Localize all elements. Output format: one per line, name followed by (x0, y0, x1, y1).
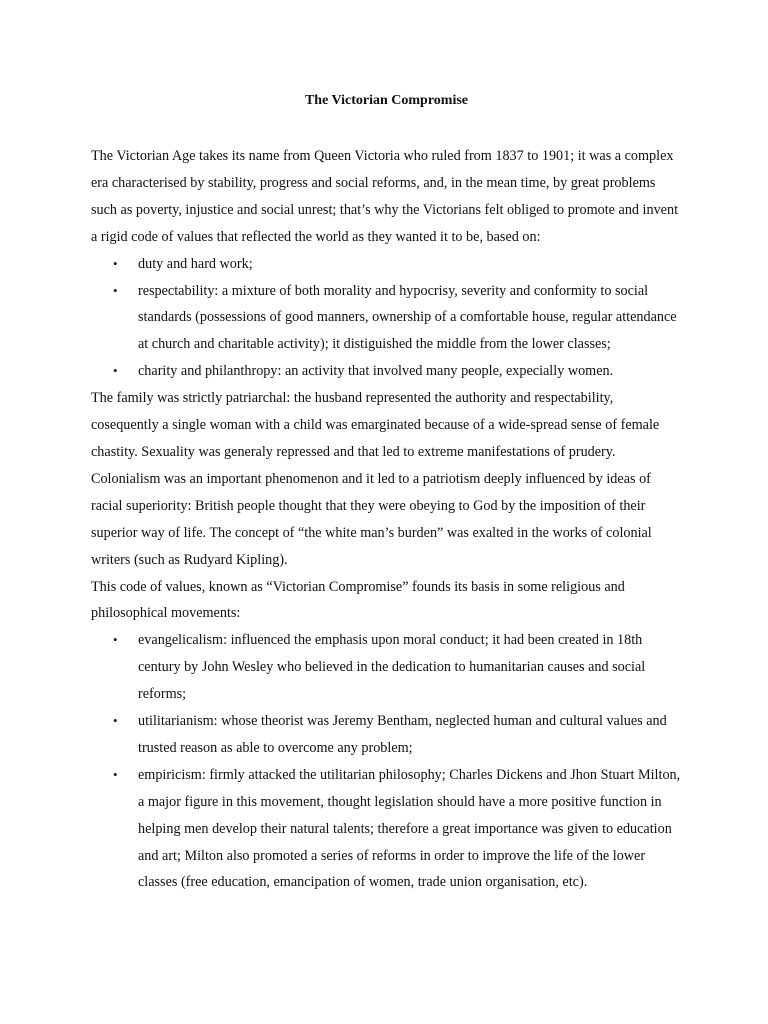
list-item: • duty and hard work; (138, 251, 682, 278)
list-item: • evangelicalism: influenced the emphasis upon moral conduct; it had been created in 18th century by John Wesley who believed in the dedication to humanitarian causes and social reforms; (138, 627, 682, 708)
document-title: The Victorian Compromise (304, 93, 469, 108)
family-paragraph: The family was strictly patriarchal: the husband represented the authority and respectability, cosequently a single woman with a child was emarginated because of a wide-spread sense of female chastity. Sexuality was generaly repressed and that led to extreme manifestations of prudery. (91, 390, 660, 460)
list-item: • utilitarianism: whose theorist was Jeremy Bentham, neglected human and cultural values and trusted reason as able to overcome any problem; (138, 708, 682, 762)
colonialism-paragraph: Colonialism was an important phenomenon and it led to a patriotism deeply influenced by ideas of racial superiority: British people thought that they were obeying to God by the imposition of their superior way of life. The concept of “the white man’s burden” was exalted in the works of colonial writers (such as Rudyard Kipling). (91, 470, 652, 568)
list-item: • charity and philanthropy: an activity that involved many people, expecially women. (138, 358, 682, 385)
intro-paragraph: The Victorian Age takes its name from Queen Victoria who ruled from 1837 to 1901; it was a complex era characterised by stability, progress and social reforms, and, in the mean time, by great problems such as poverty, injustice and social unrest; that’s why the Victorians felt obliged to promote and invent a rigid code of values that reflected the world as they wanted it to be, based on: (91, 148, 679, 245)
movements-list (91, 627, 682, 896)
list-item: • respectability: a mixture of both morality and hypocrisy, severity and conformity to social standards (possessions of good manners, ownership of a comfortable house, regular attendance at church and charitable activity); it distiguished the middle from the lower classes; (138, 278, 682, 359)
list-item: • empiricism: firmly attacked the utilitarian philosophy; Charles Dickens and Jhon Stuart Milton, a major figure in this movement, thought legislation should have a more positive function in helping men develop their natural talents; therefore a great importance was given to education and art; Milton also promoted a series of reforms in order to improve the life of the lower classes (free education, emancipation of women, trade union organisation, etc). (138, 762, 682, 897)
values-list (91, 251, 682, 386)
code-paragraph: This code of values, known as “Victorian Compromise” founds its basis in some religious and philosophical movements: (91, 578, 625, 622)
